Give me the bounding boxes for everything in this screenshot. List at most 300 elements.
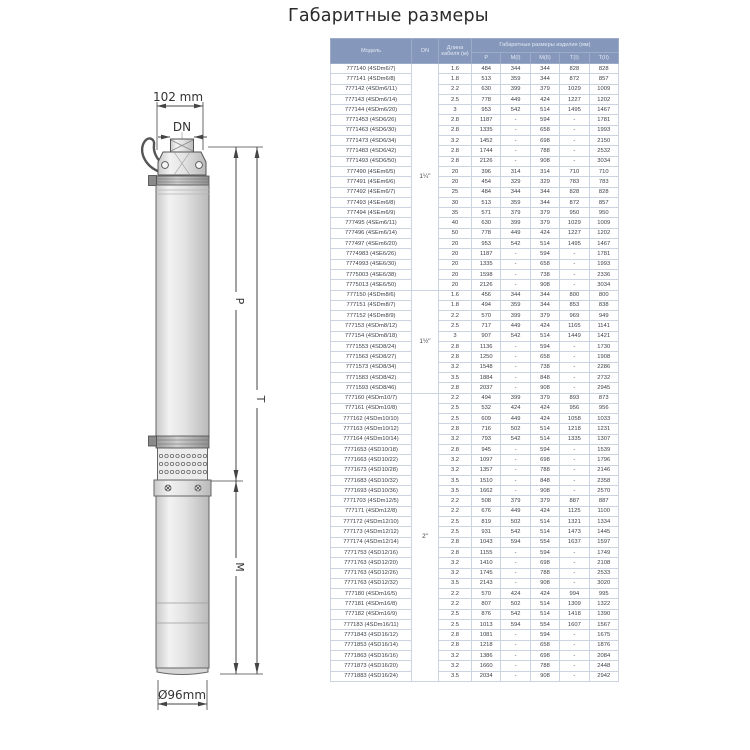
model-cell: 777183 (4SDm16/11) — [331, 620, 412, 630]
dimension-m-label: M — [233, 562, 246, 572]
value-cell: 20 — [439, 239, 472, 249]
value-cell: 1009 — [589, 84, 618, 94]
value-cell: 554 — [530, 537, 559, 547]
value-cell: 3020 — [589, 578, 618, 588]
value-cell: 788 — [530, 146, 559, 156]
value-cell: 2146 — [589, 465, 618, 475]
value-cell: 514 — [530, 239, 559, 249]
value-cell: 1322 — [589, 599, 618, 609]
value-cell: 1675 — [589, 630, 618, 640]
value-cell: 1510 — [472, 475, 501, 485]
value-cell: 344 — [530, 290, 559, 300]
flange-screw — [165, 485, 171, 491]
value-cell: 1467 — [589, 105, 618, 115]
value-cell: 502 — [501, 517, 530, 527]
table-row — [331, 269, 619, 279]
value-cell: - — [501, 259, 530, 269]
value-cell: 3.2 — [439, 568, 472, 578]
value-cell: 542 — [501, 527, 530, 537]
table-row — [331, 640, 619, 650]
table-row — [331, 434, 619, 444]
model-cell: 7771853 (4SD16/14) — [331, 640, 412, 650]
value-cell: 449 — [501, 506, 530, 516]
value-cell: 594 — [530, 115, 559, 125]
suction-screen — [158, 448, 208, 480]
table-row — [331, 661, 619, 671]
value-cell: 848 — [530, 475, 559, 485]
value-cell: 1218 — [472, 640, 501, 650]
value-cell: 1495 — [560, 239, 589, 249]
value-cell: 379 — [530, 496, 559, 506]
value-cell: - — [560, 280, 589, 290]
value-cell: 969 — [560, 311, 589, 321]
value-cell: - — [560, 115, 589, 125]
table-row — [331, 537, 619, 547]
value-cell: 2533 — [589, 568, 618, 578]
table-row — [331, 630, 619, 640]
column-header-mii: M(II) — [530, 53, 559, 64]
table-row — [331, 259, 619, 269]
value-cell: 2448 — [589, 661, 618, 671]
value-cell: 2.5 — [439, 321, 472, 331]
value-cell: 20 — [439, 269, 472, 279]
value-cell: 953 — [472, 239, 501, 249]
value-cell: 3.2 — [439, 455, 472, 465]
model-cell: 777495 (4SEm6/11) — [331, 218, 412, 228]
value-cell: 1309 — [560, 599, 589, 609]
model-cell: 777153 (4SDm8/12) — [331, 321, 412, 331]
value-cell: 2358 — [589, 475, 618, 485]
dimension-102mm-label: 102 mm — [152, 90, 204, 104]
upper-clamp-band — [149, 176, 210, 186]
value-cell: 344 — [501, 187, 530, 197]
value-cell: 1730 — [589, 342, 618, 352]
value-cell: 25 — [439, 187, 472, 197]
value-cell: 1548 — [472, 362, 501, 372]
value-cell: 344 — [530, 74, 559, 84]
value-cell: 2.2 — [439, 506, 472, 516]
value-cell: 502 — [501, 599, 530, 609]
value-cell: 30 — [439, 197, 472, 207]
value-cell: - — [501, 640, 530, 650]
value-cell: 344 — [501, 290, 530, 300]
value-cell: 908 — [530, 383, 559, 393]
value-cell: 20 — [439, 259, 472, 269]
table-row — [331, 465, 619, 475]
value-cell: 1386 — [472, 650, 501, 660]
value-cell: 3.2 — [439, 650, 472, 660]
value-cell: - — [560, 362, 589, 372]
value-cell: - — [501, 146, 530, 156]
value-cell: 994 — [560, 589, 589, 599]
model-cell: 7771583 (4SD8/42) — [331, 372, 412, 382]
value-cell: 2.8 — [439, 115, 472, 125]
table-row — [331, 352, 619, 362]
model-cell: 7771863 (4SD16/16) — [331, 650, 412, 660]
value-cell: 1058 — [560, 414, 589, 424]
value-cell: 2.2 — [439, 589, 472, 599]
value-cell: 514 — [530, 105, 559, 115]
value-cell: 1796 — [589, 455, 618, 465]
model-cell: 7771473 (4SD6/34) — [331, 136, 412, 146]
value-cell: 2.5 — [439, 620, 472, 630]
value-cell: 514 — [530, 434, 559, 444]
value-cell: 1187 — [472, 249, 501, 259]
value-cell: 594 — [501, 537, 530, 547]
value-cell: - — [501, 455, 530, 465]
value-cell: 857 — [589, 197, 618, 207]
value-cell: 542 — [501, 609, 530, 619]
value-cell: 853 — [560, 300, 589, 310]
table-row — [331, 228, 619, 238]
value-cell: 1357 — [472, 465, 501, 475]
value-cell: 344 — [501, 64, 530, 74]
dn-group-cell: 2" — [412, 393, 439, 681]
value-cell: - — [501, 578, 530, 588]
table-row — [331, 599, 619, 609]
value-cell: 424 — [501, 589, 530, 599]
value-cell: 1227 — [560, 228, 589, 238]
table-row — [331, 517, 619, 527]
value-cell: 778 — [472, 228, 501, 238]
value-cell: 873 — [589, 393, 618, 403]
pump-outlet-port — [171, 139, 194, 152]
value-cell: 3.5 — [439, 671, 472, 681]
value-cell: 399 — [501, 218, 530, 228]
table-row — [331, 609, 619, 619]
table-row — [331, 558, 619, 568]
value-cell: 1033 — [589, 414, 618, 424]
value-cell: 876 — [472, 609, 501, 619]
value-cell: 424 — [530, 589, 559, 599]
value-cell: - — [560, 156, 589, 166]
value-cell: 424 — [530, 321, 559, 331]
value-cell: 424 — [530, 228, 559, 238]
value-cell: 314 — [530, 166, 559, 176]
dimension-p — [228, 147, 246, 481]
value-cell: 698 — [530, 136, 559, 146]
value-cell: 2570 — [589, 486, 618, 496]
value-cell: 1908 — [589, 352, 618, 362]
value-cell: 50 — [439, 228, 472, 238]
model-cell: 7771593 (4SD8/46) — [331, 383, 412, 393]
value-cell: 1100 — [589, 506, 618, 516]
value-cell: 571 — [472, 208, 501, 218]
model-cell: 7771763 (4SD12/26) — [331, 568, 412, 578]
value-cell: 828 — [560, 64, 589, 74]
value-cell: - — [560, 342, 589, 352]
dimension-t-label: T — [254, 395, 267, 403]
model-cell: 7775003 (4SE6/38) — [331, 269, 412, 279]
value-cell: 1884 — [472, 372, 501, 382]
table-row — [331, 290, 619, 300]
value-cell: - — [501, 280, 530, 290]
value-cell: - — [501, 568, 530, 578]
value-cell: 2286 — [589, 362, 618, 372]
value-cell: - — [560, 558, 589, 568]
value-cell: 828 — [589, 64, 618, 74]
value-cell: 359 — [501, 74, 530, 84]
value-cell: 738 — [530, 362, 559, 372]
value-cell: 1449 — [560, 331, 589, 341]
table-row — [331, 331, 619, 341]
value-cell: - — [501, 558, 530, 568]
model-cell: 777496 (4SEm6/14) — [331, 228, 412, 238]
value-cell: 1745 — [472, 568, 501, 578]
value-cell: 3.2 — [439, 136, 472, 146]
value-cell: 1136 — [472, 342, 501, 352]
value-cell: 698 — [530, 455, 559, 465]
value-cell: 995 — [589, 589, 618, 599]
table-row — [331, 218, 619, 228]
value-cell: 2732 — [589, 372, 618, 382]
value-cell: 594 — [530, 630, 559, 640]
value-cell: 3 — [439, 105, 472, 115]
value-cell: 2.8 — [439, 125, 472, 135]
value-cell: 2336 — [589, 269, 618, 279]
model-cell: 7771753 (4SD12/16) — [331, 547, 412, 557]
table-row — [331, 115, 619, 125]
value-cell: - — [560, 650, 589, 660]
value-cell: 2034 — [472, 671, 501, 681]
model-cell: 777163 (4SDm10/12) — [331, 424, 412, 434]
value-cell: 2143 — [472, 578, 501, 588]
pump-diagram — [130, 80, 300, 740]
model-cell: 777160 (4SDm10/7) — [331, 393, 412, 403]
value-cell: 2.5 — [439, 414, 472, 424]
dimension-dn — [158, 120, 207, 139]
value-cell: - — [560, 671, 589, 681]
model-cell: 7771463 (4SD6/30) — [331, 125, 412, 135]
value-cell: 738 — [530, 269, 559, 279]
table-row — [331, 578, 619, 588]
column-header-tii: T(II) — [589, 53, 618, 64]
model-cell: 777172 (4SDm12/10) — [331, 517, 412, 527]
value-cell: 949 — [589, 311, 618, 321]
value-cell: 908 — [530, 671, 559, 681]
value-cell: 514 — [530, 599, 559, 609]
value-cell: - — [501, 650, 530, 660]
model-cell: 7771703 (4SDm12/5) — [331, 496, 412, 506]
value-cell: 502 — [501, 424, 530, 434]
model-cell: 777142 (4SDm6/11) — [331, 84, 412, 94]
value-cell: 344 — [530, 187, 559, 197]
value-cell: 1467 — [589, 239, 618, 249]
value-cell: 3034 — [589, 280, 618, 290]
value-cell: 2150 — [589, 136, 618, 146]
value-cell: 1607 — [560, 620, 589, 630]
model-cell: 777180 (4SDm16/5) — [331, 589, 412, 599]
value-cell: 783 — [589, 177, 618, 187]
table-row — [331, 506, 619, 516]
table-row — [331, 187, 619, 197]
model-cell: 7775013 (4SE6/50) — [331, 280, 412, 290]
value-cell: 953 — [472, 105, 501, 115]
value-cell: 1218 — [560, 424, 589, 434]
value-cell: 1335 — [472, 125, 501, 135]
value-cell: 514 — [530, 527, 559, 537]
value-cell: 3.5 — [439, 475, 472, 485]
value-cell: 20 — [439, 166, 472, 176]
model-cell: 7771883 (4SD16/24) — [331, 671, 412, 681]
table-row — [331, 486, 619, 496]
value-cell: 1781 — [589, 115, 618, 125]
value-cell: 379 — [530, 311, 559, 321]
value-cell: - — [560, 486, 589, 496]
table-row — [331, 527, 619, 537]
value-cell: - — [501, 115, 530, 125]
value-cell: 3.2 — [439, 465, 472, 475]
value-cell: 554 — [530, 620, 559, 630]
dn-group-cell: 1¼" — [412, 64, 439, 291]
value-cell: - — [560, 269, 589, 279]
value-cell: 1250 — [472, 352, 501, 362]
column-header-ti: T(I) — [560, 53, 589, 64]
value-cell: 513 — [472, 74, 501, 84]
value-cell: 2084 — [589, 650, 618, 660]
value-cell: 676 — [472, 506, 501, 516]
value-cell: 1.6 — [439, 64, 472, 74]
value-cell: 424 — [530, 414, 559, 424]
value-cell: 1749 — [589, 547, 618, 557]
value-cell: 344 — [530, 300, 559, 310]
value-cell: 1418 — [560, 609, 589, 619]
value-cell: - — [560, 568, 589, 578]
coupling-flange — [154, 480, 211, 496]
value-cell: 1993 — [589, 125, 618, 135]
value-cell: 359 — [501, 300, 530, 310]
value-cell: 828 — [560, 187, 589, 197]
value-cell: 1227 — [560, 94, 589, 104]
value-cell: 1141 — [589, 321, 618, 331]
value-cell: 2.8 — [439, 424, 472, 434]
value-cell: 1321 — [560, 517, 589, 527]
table-row — [331, 424, 619, 434]
table-row — [331, 146, 619, 156]
model-cell: 7771653 (4SD10/18) — [331, 444, 412, 454]
value-cell: 314 — [501, 166, 530, 176]
column-header-p: P — [472, 53, 501, 64]
value-cell: 908 — [530, 578, 559, 588]
value-cell: - — [501, 249, 530, 259]
motor-bottom-cap — [157, 668, 208, 675]
value-cell: 399 — [501, 311, 530, 321]
value-cell: 1155 — [472, 547, 501, 557]
value-cell: - — [560, 640, 589, 650]
value-cell: 514 — [530, 424, 559, 434]
value-cell: - — [501, 136, 530, 146]
value-cell: - — [501, 547, 530, 557]
value-cell: 1390 — [589, 609, 618, 619]
value-cell: 950 — [560, 208, 589, 218]
model-cell: 7771693 (4SD10/36) — [331, 486, 412, 496]
value-cell: 1993 — [589, 259, 618, 269]
value-cell: 2.8 — [439, 547, 472, 557]
pump-head — [158, 152, 206, 175]
value-cell: 379 — [530, 393, 559, 403]
value-cell: 788 — [530, 661, 559, 671]
value-cell: - — [501, 342, 530, 352]
value-cell: 950 — [589, 208, 618, 218]
head-bolt-hole — [162, 162, 169, 169]
value-cell: 514 — [530, 517, 559, 527]
value-cell: 508 — [472, 496, 501, 506]
value-cell: 484 — [472, 64, 501, 74]
value-cell: 396 — [472, 166, 501, 176]
value-cell: 2945 — [589, 383, 618, 393]
value-cell: 35 — [439, 208, 472, 218]
value-cell: 3.5 — [439, 372, 472, 382]
value-cell: 1.6 — [439, 290, 472, 300]
model-cell: 7774983 (4SE6/26) — [331, 249, 412, 259]
dimension-t — [249, 147, 267, 674]
table-row — [331, 547, 619, 557]
value-cell: 945 — [472, 444, 501, 454]
table-row — [331, 342, 619, 352]
model-cell: 7771483 (4SD6/42) — [331, 146, 412, 156]
value-cell: 1097 — [472, 455, 501, 465]
value-cell: 424 — [530, 403, 559, 413]
value-cell: 857 — [589, 74, 618, 84]
value-cell: 848 — [530, 372, 559, 382]
value-cell: 379 — [530, 84, 559, 94]
value-cell: 800 — [589, 290, 618, 300]
value-cell: - — [501, 486, 530, 496]
model-cell: 7771563 (4SD8/27) — [331, 352, 412, 362]
value-cell: 399 — [501, 393, 530, 403]
value-cell: 3.5 — [439, 486, 472, 496]
value-cell: 2126 — [472, 280, 501, 290]
value-cell: 424 — [530, 94, 559, 104]
value-cell: 788 — [530, 465, 559, 475]
lower-clamp-band — [149, 436, 210, 448]
model-cell: 777493 (4SEm6/8) — [331, 197, 412, 207]
value-cell: - — [501, 444, 530, 454]
value-cell: - — [501, 465, 530, 475]
model-cell: 777143 (4SDm6/14) — [331, 94, 412, 104]
value-cell: 2.5 — [439, 527, 472, 537]
model-cell: 777152 (4SDm8/9) — [331, 311, 412, 321]
value-cell: 788 — [530, 568, 559, 578]
value-cell: 1495 — [560, 105, 589, 115]
head-bolt-hole — [196, 162, 203, 169]
value-cell: 2.2 — [439, 599, 472, 609]
table-row — [331, 311, 619, 321]
model-cell: 7771573 (4SD8/34) — [331, 362, 412, 372]
value-cell: 3.2 — [439, 661, 472, 671]
value-cell: - — [501, 475, 530, 485]
model-cell: 777150 (4SDm8/6) — [331, 290, 412, 300]
value-cell: 424 — [530, 506, 559, 516]
value-cell: - — [501, 372, 530, 382]
value-cell: 907 — [472, 331, 501, 341]
value-cell: 931 — [472, 527, 501, 537]
value-cell: 40 — [439, 218, 472, 228]
model-cell: 7771553 (4SD8/24) — [331, 342, 412, 352]
value-cell: 20 — [439, 177, 472, 187]
value-cell: 828 — [589, 187, 618, 197]
value-cell: - — [560, 259, 589, 269]
value-cell: 1335 — [560, 434, 589, 444]
value-cell: 379 — [501, 496, 530, 506]
value-cell: - — [560, 125, 589, 135]
value-cell: 783 — [560, 177, 589, 187]
value-cell: - — [560, 630, 589, 640]
value-cell: - — [501, 352, 530, 362]
value-cell: 2.5 — [439, 517, 472, 527]
model-cell: 7771493 (4SD6/50) — [331, 156, 412, 166]
model-cell: 777490 (4SEm6/5) — [331, 166, 412, 176]
